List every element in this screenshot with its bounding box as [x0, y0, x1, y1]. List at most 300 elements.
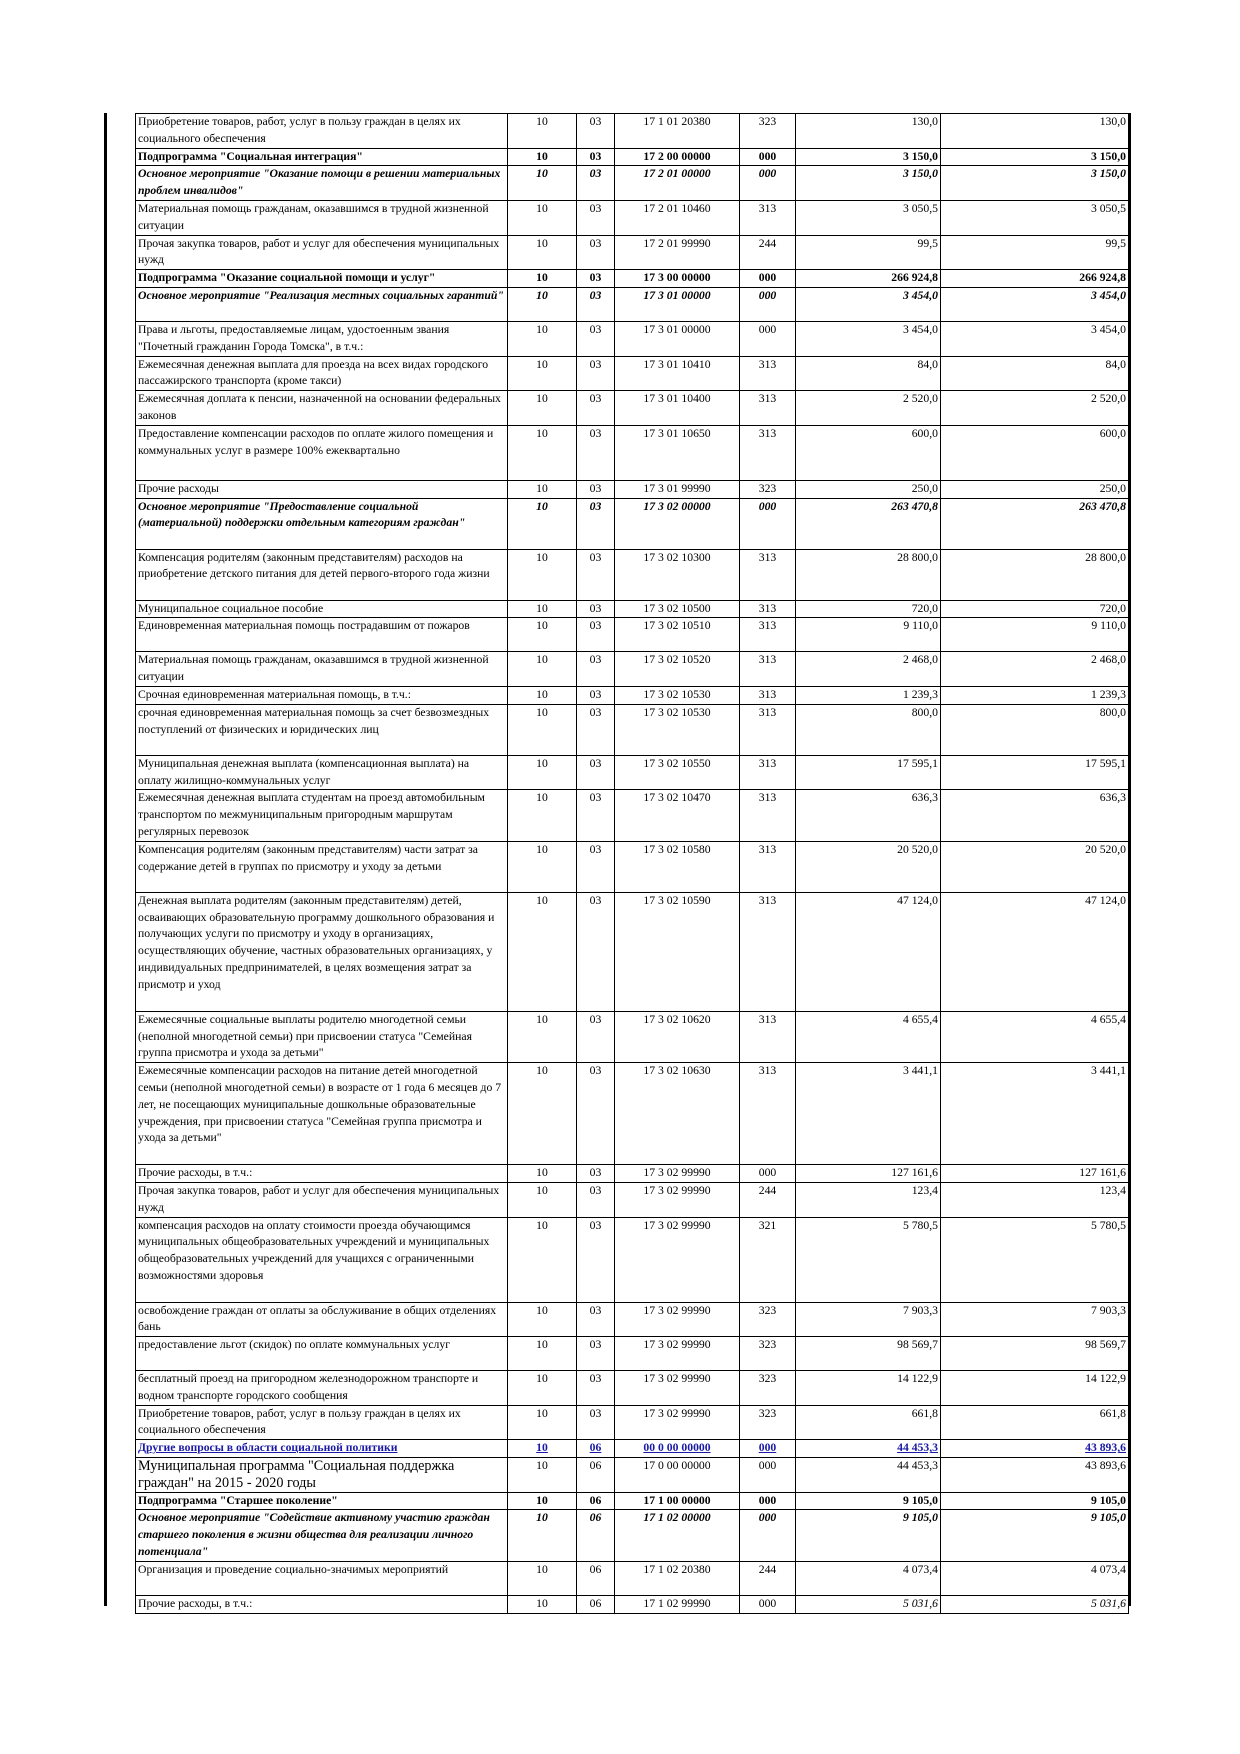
row-csr-cell: 17 3 02 10470	[615, 790, 740, 841]
row-sum1-cell: 2 520,0	[796, 391, 941, 426]
table-row	[136, 321, 1129, 356]
row-csr-cell: 17 2 00 00000	[615, 148, 740, 166]
row-podrazdel-cell: 03	[577, 686, 615, 704]
row-razdel-cell: 10	[508, 1011, 577, 1062]
row-sum2-cell: 7 903,3	[941, 1302, 1129, 1337]
row-csr-cell: 17 1 01 20380	[615, 114, 740, 149]
row-podrazdel-cell: 03	[577, 790, 615, 841]
row-sum1-cell: 84,0	[796, 356, 941, 391]
row-podrazdel-cell: 03	[577, 892, 615, 1011]
table-row	[136, 1458, 1129, 1493]
row-razdel-cell: 10	[508, 114, 577, 149]
row-razdel-cell: 10	[508, 1371, 577, 1406]
row-vr-cell: 313	[740, 425, 796, 480]
row-sum2-cell: 636,3	[941, 790, 1129, 841]
row-vr-cell: 000	[740, 1440, 796, 1458]
row-sum1-cell: 3 454,0	[796, 287, 941, 321]
row-sum2-cell: 263 470,8	[941, 498, 1129, 549]
row-name-cell: Основное мероприятие "Реализация местных социальных гарантий"	[136, 287, 508, 321]
row-csr-cell: 17 3 02 99990	[615, 1217, 740, 1302]
row-name-cell: Подпрограмма "Социальная интеграция"	[136, 148, 508, 166]
row-name-cell: Ежемесячная денежная выплата студентам на проезд автомобильным транспортом по межмуниципальным пригородным маршрутам регулярных перевозок	[136, 790, 508, 841]
row-razdel-cell: 10	[508, 1510, 577, 1561]
row-csr-cell: 17 3 02 10630	[615, 1063, 740, 1165]
row-podrazdel-cell: 03	[577, 287, 615, 321]
row-name-cell: Подпрограмма "Оказание социальной помощи и услуг"	[136, 270, 508, 288]
row-csr-cell: 17 2 01 99990	[615, 235, 740, 270]
row-sum2-cell: 127 161,6	[941, 1165, 1129, 1183]
table-row	[136, 1165, 1129, 1183]
row-name-cell: Материальная помощь гражданам, оказавшимся в трудной жизненной ситуации	[136, 652, 508, 687]
table-row	[136, 356, 1129, 391]
row-csr-cell: 17 3 02 10550	[615, 755, 740, 790]
row-csr-cell: 17 3 01 00000	[615, 287, 740, 321]
row-podrazdel-cell: 03	[577, 425, 615, 480]
row-sum1-cell: 47 124,0	[796, 892, 941, 1011]
table-row	[136, 652, 1129, 687]
row-razdel-cell: 10	[508, 790, 577, 841]
row-csr-cell: 17 3 02 10580	[615, 841, 740, 892]
row-razdel-cell: 10	[508, 1165, 577, 1183]
table-row	[136, 235, 1129, 270]
row-name-cell: Основное мероприятие "Оказание помощи в решении материальных проблем инвалидов"	[136, 166, 508, 201]
table-row	[136, 287, 1129, 321]
row-sum2-cell: 14 122,9	[941, 1371, 1129, 1406]
row-vr-cell: 323	[740, 480, 796, 498]
row-sum1-cell: 3 150,0	[796, 148, 941, 166]
row-vr-cell: 323	[740, 114, 796, 149]
table-row	[136, 166, 1129, 201]
row-podrazdel-cell: 03	[577, 1165, 615, 1183]
row-podrazdel-cell: 03	[577, 549, 615, 600]
row-csr-cell: 17 3 02 99990	[615, 1371, 740, 1406]
row-podrazdel-cell: 06	[577, 1561, 615, 1595]
table-row	[136, 1510, 1129, 1561]
row-sum1-cell: 250,0	[796, 480, 941, 498]
row-csr-cell: 00 0 00 00000	[615, 1440, 740, 1458]
table-row	[136, 755, 1129, 790]
row-csr-cell: 17 3 02 10530	[615, 686, 740, 704]
row-csr-cell: 17 3 02 10620	[615, 1011, 740, 1062]
row-sum2-cell: 47 124,0	[941, 892, 1129, 1011]
row-csr-cell: 17 3 02 00000	[615, 498, 740, 549]
row-razdel-cell: 10	[508, 356, 577, 391]
row-vr-cell: 313	[740, 892, 796, 1011]
row-razdel-cell: 10	[508, 652, 577, 687]
table-row	[136, 1302, 1129, 1337]
row-vr-cell: 313	[740, 549, 796, 600]
row-sum1-cell: 266 924,8	[796, 270, 941, 288]
row-podrazdel-cell: 03	[577, 1405, 615, 1440]
row-sum2-cell: 99,5	[941, 235, 1129, 270]
row-sum1-cell: 14 122,9	[796, 1371, 941, 1406]
row-sum2-cell: 4 073,4	[941, 1561, 1129, 1595]
row-vr-cell: 000	[740, 1458, 796, 1493]
budget-table	[135, 113, 1129, 1614]
row-name-cell: Ежемесячная доплата к пенсии, назначенной на основании федеральных законов	[136, 391, 508, 426]
row-sum1-cell: 44 453,3	[796, 1440, 941, 1458]
row-name-cell: Основное мероприятие "Предоставление социальной (материальной) поддержки отдельным категориям граждан"	[136, 498, 508, 549]
row-csr-cell: 17 3 02 99990	[615, 1405, 740, 1440]
row-vr-cell: 313	[740, 686, 796, 704]
table-row	[136, 1405, 1129, 1440]
row-name-cell: Ежемесячная денежная выплата для проезда на всех видах городского пассажирского транспорта (кроме такси)	[136, 356, 508, 391]
row-sum1-cell: 44 453,3	[796, 1458, 941, 1493]
row-razdel-cell: 10	[508, 755, 577, 790]
row-name-cell: Приобретение товаров, работ, услуг в пользу граждан в целях их социального обеспечения	[136, 1405, 508, 1440]
row-csr-cell: 17 3 01 10410	[615, 356, 740, 391]
table-row	[136, 1561, 1129, 1595]
row-podrazdel-cell: 03	[577, 1063, 615, 1165]
row-sum1-cell: 3 150,0	[796, 166, 941, 201]
row-name-cell: Муниципальное социальное пособие	[136, 600, 508, 618]
table-row	[136, 1337, 1129, 1371]
row-podrazdel-cell: 03	[577, 148, 615, 166]
row-sum2-cell: 2 520,0	[941, 391, 1129, 426]
row-vr-cell: 000	[740, 148, 796, 166]
row-podrazdel-cell: 03	[577, 391, 615, 426]
row-csr-cell: 17 3 02 10590	[615, 892, 740, 1011]
row-sum1-cell: 800,0	[796, 704, 941, 755]
row-vr-cell: 323	[740, 1371, 796, 1406]
row-name-cell: Прочие расходы	[136, 480, 508, 498]
row-sum1-cell: 5 780,5	[796, 1217, 941, 1302]
row-vr-cell: 000	[740, 1165, 796, 1183]
row-podrazdel-cell: 06	[577, 1492, 615, 1510]
row-csr-cell: 17 3 00 00000	[615, 270, 740, 288]
row-razdel-cell: 10	[508, 1492, 577, 1510]
row-sum1-cell: 720,0	[796, 600, 941, 618]
row-sum2-cell: 720,0	[941, 600, 1129, 618]
row-podrazdel-cell: 03	[577, 321, 615, 356]
row-csr-cell: 17 1 02 20380	[615, 1561, 740, 1595]
row-sum2-cell: 28 800,0	[941, 549, 1129, 600]
row-csr-cell: 17 1 02 99990	[615, 1595, 740, 1613]
row-name-cell: Срочная единовременная материальная помощь, в т.ч.:	[136, 686, 508, 704]
row-razdel-cell: 10	[508, 600, 577, 618]
row-csr-cell: 17 3 02 99990	[615, 1302, 740, 1337]
table-row	[136, 1011, 1129, 1062]
row-sum2-cell: 9 105,0	[941, 1510, 1129, 1561]
row-vr-cell: 244	[740, 1561, 796, 1595]
row-vr-cell: 244	[740, 235, 796, 270]
row-razdel-cell: 10	[508, 425, 577, 480]
row-vr-cell: 000	[740, 321, 796, 356]
row-razdel-cell: 10	[508, 1337, 577, 1371]
row-podrazdel-cell: 06	[577, 1458, 615, 1493]
row-razdel-cell: 10	[508, 686, 577, 704]
row-csr-cell: 17 3 01 00000	[615, 321, 740, 356]
row-razdel-cell: 10	[508, 1217, 577, 1302]
row-vr-cell: 000	[740, 1595, 796, 1613]
table-row	[136, 270, 1129, 288]
row-name-cell: Подпрограмма "Старшее поколение"	[136, 1492, 508, 1510]
row-name-cell: Прочие расходы, в т.ч.:	[136, 1165, 508, 1183]
row-name-cell: Муниципальная программа "Социальная поддержка граждан" на 2015 - 2020 годы	[136, 1458, 508, 1493]
table-row	[136, 498, 1129, 549]
row-vr-cell: 323	[740, 1405, 796, 1440]
table-row	[136, 1371, 1129, 1406]
row-sum2-cell: 5 780,5	[941, 1217, 1129, 1302]
row-podrazdel-cell: 03	[577, 270, 615, 288]
row-sum1-cell: 3 050,5	[796, 200, 941, 235]
row-name-cell: Ежемесячные социальные выплаты родителю многодетной семьи (неполной многодетной семьи) при присвоении статуса "Семейная группа присмотра и ухода за детьми"	[136, 1011, 508, 1062]
row-name-cell: Приобретение товаров, работ, услуг в пользу граждан в целях их социального обеспечения	[136, 114, 508, 149]
row-vr-cell: 313	[740, 1011, 796, 1062]
budget-table-body	[136, 114, 1129, 1614]
row-sum2-cell: 17 595,1	[941, 755, 1129, 790]
row-name-cell: Компенсация родителям (законным представителям) части затрат за содержание детей в группах по присмотру и уходу за детьми	[136, 841, 508, 892]
row-vr-cell: 000	[740, 1492, 796, 1510]
table-row	[136, 549, 1129, 600]
row-sum2-cell: 3 454,0	[941, 321, 1129, 356]
row-vr-cell: 321	[740, 1217, 796, 1302]
row-razdel-cell: 10	[508, 892, 577, 1011]
row-vr-cell: 313	[740, 704, 796, 755]
row-sum1-cell: 9 105,0	[796, 1492, 941, 1510]
row-razdel-cell: 10	[508, 1440, 577, 1458]
row-razdel-cell: 10	[508, 321, 577, 356]
row-sum2-cell: 20 520,0	[941, 841, 1129, 892]
row-sum2-cell: 800,0	[941, 704, 1129, 755]
row-name-cell: компенсация расходов на оплату стоимости проезда обучающимся муниципальных общеобразовательных учреждений и муниципальных общеобразовательных учреждений для учащихся с ограниченными возможностями здоровья	[136, 1217, 508, 1302]
row-sum1-cell: 661,8	[796, 1405, 941, 1440]
row-razdel-cell: 10	[508, 166, 577, 201]
row-razdel-cell: 10	[508, 1561, 577, 1595]
row-sum2-cell: 5 031,6	[941, 1595, 1129, 1613]
row-sum2-cell: 3 150,0	[941, 148, 1129, 166]
row-sum2-cell: 661,8	[941, 1405, 1129, 1440]
table-row	[136, 148, 1129, 166]
row-sum1-cell: 4 655,4	[796, 1011, 941, 1062]
row-podrazdel-cell: 03	[577, 841, 615, 892]
row-sum1-cell: 7 903,3	[796, 1302, 941, 1337]
row-sum1-cell: 98 569,7	[796, 1337, 941, 1371]
row-podrazdel-cell: 06	[577, 1595, 615, 1613]
left-margin-bar	[104, 113, 107, 1606]
row-vr-cell: 313	[740, 600, 796, 618]
row-vr-cell: 313	[740, 618, 796, 652]
row-vr-cell: 323	[740, 1302, 796, 1337]
row-csr-cell: 17 3 02 99990	[615, 1165, 740, 1183]
row-name-cell: Денежная выплата родителям (законным представителям) детей, осваивающих образовательную программу дошкольного образования и получающих услуги по присмотру и уходу в организациях, осуществляющих обучение, частных образовательных организациях, у индивидуальных предпринимателей, в целях возмещения затрат за присмотр и уход	[136, 892, 508, 1011]
row-sum2-cell: 43 893,6	[941, 1458, 1129, 1493]
row-csr-cell: 17 3 02 99990	[615, 1337, 740, 1371]
row-name-cell: Материальная помощь гражданам, оказавшимся в трудной жизненной ситуации	[136, 200, 508, 235]
row-razdel-cell: 10	[508, 235, 577, 270]
row-podrazdel-cell: 03	[577, 1217, 615, 1302]
row-podrazdel-cell: 03	[577, 114, 615, 149]
table-row	[136, 1595, 1129, 1613]
row-sum1-cell: 9 105,0	[796, 1510, 941, 1561]
row-name-cell: Предоставление компенсации расходов по оплате жилого помещения и коммунальных услуг в размере 100% ежеквартально	[136, 425, 508, 480]
row-csr-cell: 17 3 01 10650	[615, 425, 740, 480]
row-razdel-cell: 10	[508, 1182, 577, 1217]
row-sum2-cell: 4 655,4	[941, 1011, 1129, 1062]
row-vr-cell: 000	[740, 498, 796, 549]
row-sum1-cell: 127 161,6	[796, 1165, 941, 1183]
row-name-cell: Ежемесячные компенсации расходов на питание детей многодетной семьи (неполной многодетной семьи) в возрасте от 1 года 6 месяцев до 7 лет, не посещающих муниципальные дошкольные образовательные учреждения, при присвоении статуса "Семейная группа присмотра и ухода за детьми"	[136, 1063, 508, 1165]
row-razdel-cell: 10	[508, 549, 577, 600]
row-podrazdel-cell: 03	[577, 1011, 615, 1062]
row-sum2-cell: 9 110,0	[941, 618, 1129, 652]
row-csr-cell: 17 3 02 10500	[615, 600, 740, 618]
row-sum2-cell: 3 150,0	[941, 166, 1129, 201]
row-razdel-cell: 10	[508, 498, 577, 549]
row-razdel-cell: 10	[508, 148, 577, 166]
row-razdel-cell: 10	[508, 287, 577, 321]
table-row	[136, 1217, 1129, 1302]
row-vr-cell: 313	[740, 841, 796, 892]
row-podrazdel-cell: 03	[577, 652, 615, 687]
row-sum2-cell: 130,0	[941, 114, 1129, 149]
row-csr-cell: 17 0 00 00000	[615, 1458, 740, 1493]
table-row	[136, 200, 1129, 235]
row-sum2-cell: 43 893,6	[941, 1440, 1129, 1458]
row-name-cell: предоставление льгот (скидок) по оплате коммунальных услуг	[136, 1337, 508, 1371]
table-row	[136, 1182, 1129, 1217]
row-podrazdel-cell: 06	[577, 1510, 615, 1561]
row-razdel-cell: 10	[508, 1405, 577, 1440]
row-podrazdel-cell: 03	[577, 600, 615, 618]
row-vr-cell: 313	[740, 1063, 796, 1165]
row-csr-cell: 17 1 00 00000	[615, 1492, 740, 1510]
row-name-cell: срочная единовременная материальная помощь за счет безвозмездных поступлений от физических и юридических лиц	[136, 704, 508, 755]
row-razdel-cell: 10	[508, 1302, 577, 1337]
row-sum2-cell: 2 468,0	[941, 652, 1129, 687]
row-razdel-cell: 10	[508, 1063, 577, 1165]
row-name-cell: бесплатный проезд на пригородном железнодорожном транспорте и водном транспорте городского сообщения	[136, 1371, 508, 1406]
row-csr-cell: 17 1 02 00000	[615, 1510, 740, 1561]
row-sum1-cell: 123,4	[796, 1182, 941, 1217]
row-podrazdel-cell: 06	[577, 1440, 615, 1458]
row-podrazdel-cell: 03	[577, 356, 615, 391]
row-sum1-cell: 4 073,4	[796, 1561, 941, 1595]
row-podrazdel-cell: 03	[577, 200, 615, 235]
table-row	[136, 618, 1129, 652]
row-podrazdel-cell: 03	[577, 1182, 615, 1217]
table-row	[136, 892, 1129, 1011]
row-sum1-cell: 17 595,1	[796, 755, 941, 790]
row-razdel-cell: 10	[508, 704, 577, 755]
row-sum1-cell: 2 468,0	[796, 652, 941, 687]
row-podrazdel-cell: 03	[577, 235, 615, 270]
row-vr-cell: 313	[740, 356, 796, 391]
row-podrazdel-cell: 03	[577, 480, 615, 498]
row-vr-cell: 000	[740, 287, 796, 321]
row-name-cell: Организация и проведение социально-значимых мероприятий	[136, 1561, 508, 1595]
row-podrazdel-cell: 03	[577, 1371, 615, 1406]
row-vr-cell: 313	[740, 652, 796, 687]
row-sum1-cell: 130,0	[796, 114, 941, 149]
table-row	[136, 1440, 1129, 1458]
row-podrazdel-cell: 03	[577, 498, 615, 549]
row-sum1-cell: 1 239,3	[796, 686, 941, 704]
row-vr-cell: 000	[740, 270, 796, 288]
row-csr-cell: 17 3 02 10300	[615, 549, 740, 600]
row-vr-cell: 313	[740, 391, 796, 426]
row-sum1-cell: 20 520,0	[796, 841, 941, 892]
row-name-cell: Основное мероприятие "Содействие активному участию граждан старшего поколения в жизни общества для реализации личного потенциала"	[136, 1510, 508, 1561]
table-row	[136, 1492, 1129, 1510]
row-csr-cell: 17 3 02 10510	[615, 618, 740, 652]
row-sum1-cell: 99,5	[796, 235, 941, 270]
row-podrazdel-cell: 03	[577, 1302, 615, 1337]
row-csr-cell: 17 3 02 10520	[615, 652, 740, 687]
row-name-cell: Прочие расходы, в т.ч.:	[136, 1595, 508, 1613]
row-vr-cell: 313	[740, 755, 796, 790]
row-csr-cell: 17 2 01 10460	[615, 200, 740, 235]
row-sum1-cell: 9 110,0	[796, 618, 941, 652]
row-sum2-cell: 3 050,5	[941, 200, 1129, 235]
row-name-cell: Прочая закупка товаров, работ и услуг для обеспечения муниципальных нужд	[136, 235, 508, 270]
row-vr-cell: 244	[740, 1182, 796, 1217]
row-sum2-cell: 250,0	[941, 480, 1129, 498]
table-row	[136, 686, 1129, 704]
row-vr-cell: 313	[740, 790, 796, 841]
row-vr-cell: 313	[740, 200, 796, 235]
row-sum2-cell: 600,0	[941, 425, 1129, 480]
table-row	[136, 600, 1129, 618]
row-razdel-cell: 10	[508, 1458, 577, 1493]
row-razdel-cell: 10	[508, 200, 577, 235]
row-sum1-cell: 600,0	[796, 425, 941, 480]
row-razdel-cell: 10	[508, 1595, 577, 1613]
row-csr-cell: 17 2 01 00000	[615, 166, 740, 201]
row-csr-cell: 17 3 02 10530	[615, 704, 740, 755]
row-vr-cell: 000	[740, 166, 796, 201]
table-row	[136, 704, 1129, 755]
row-sum1-cell: 636,3	[796, 790, 941, 841]
row-razdel-cell: 10	[508, 480, 577, 498]
row-sum1-cell: 3 454,0	[796, 321, 941, 356]
row-sum1-cell: 28 800,0	[796, 549, 941, 600]
row-name-cell: освобождение граждан от оплаты за обслуживание в общих отделениях бань	[136, 1302, 508, 1337]
row-csr-cell: 17 3 01 10400	[615, 391, 740, 426]
table-row	[136, 391, 1129, 426]
row-vr-cell: 323	[740, 1337, 796, 1371]
row-sum1-cell: 5 031,6	[796, 1595, 941, 1613]
row-podrazdel-cell: 03	[577, 166, 615, 201]
row-razdel-cell: 10	[508, 841, 577, 892]
row-csr-cell: 17 3 01 99990	[615, 480, 740, 498]
row-sum2-cell: 3 441,1	[941, 1063, 1129, 1165]
row-name-cell: Муниципальная денежная выплата (компенсационная выплата) на оплату жилищно-коммунальных услуг	[136, 755, 508, 790]
table-row	[136, 425, 1129, 480]
row-vr-cell: 000	[740, 1510, 796, 1561]
row-name-cell: Единовременная материальная помощь пострадавшим от пожаров	[136, 618, 508, 652]
row-razdel-cell: 10	[508, 618, 577, 652]
row-sum2-cell: 123,4	[941, 1182, 1129, 1217]
row-name-cell: Прочая закупка товаров, работ и услуг для обеспечения муниципальных нужд	[136, 1182, 508, 1217]
row-sum2-cell: 1 239,3	[941, 686, 1129, 704]
row-name-cell: Компенсация родителям (законным представителям) расходов на приобретение детского питания для детей первого-второго года жизни	[136, 549, 508, 600]
row-sum2-cell: 84,0	[941, 356, 1129, 391]
row-sum2-cell: 3 454,0	[941, 287, 1129, 321]
table-row	[136, 841, 1129, 892]
row-sum1-cell: 3 441,1	[796, 1063, 941, 1165]
table-row	[136, 790, 1129, 841]
row-podrazdel-cell: 03	[577, 1337, 615, 1371]
row-csr-cell: 17 3 02 99990	[615, 1182, 740, 1217]
table-row	[136, 1063, 1129, 1165]
row-sum2-cell: 266 924,8	[941, 270, 1129, 288]
row-sum1-cell: 263 470,8	[796, 498, 941, 549]
table-row	[136, 114, 1129, 149]
row-podrazdel-cell: 03	[577, 755, 615, 790]
row-podrazdel-cell: 03	[577, 704, 615, 755]
table-row	[136, 480, 1129, 498]
